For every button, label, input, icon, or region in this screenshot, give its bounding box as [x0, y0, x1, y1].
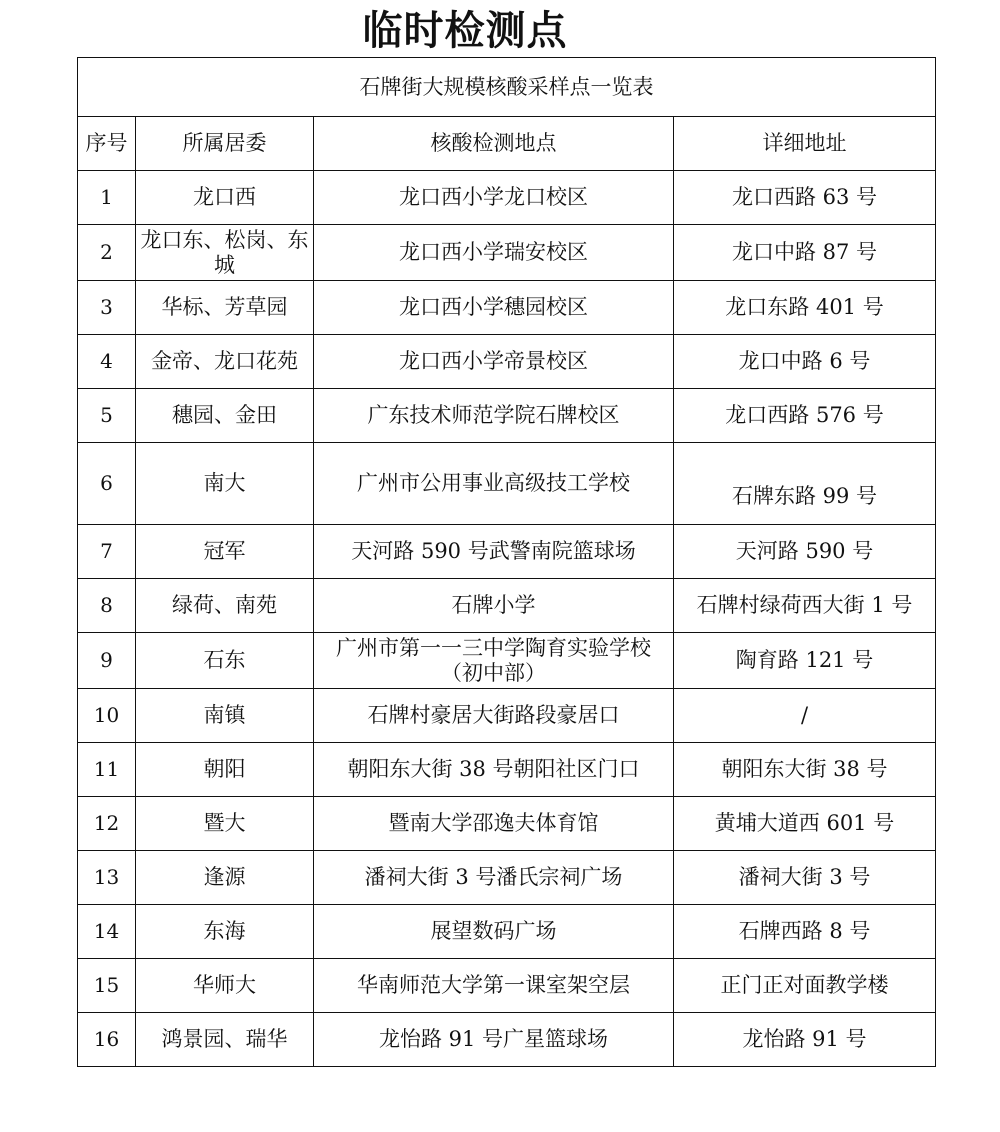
row-number: 9 — [78, 633, 136, 689]
page-title: 临时检测点 — [362, 8, 568, 54]
row-number: 16 — [78, 1013, 136, 1067]
row-site: 暨南大学邵逸夫体育馆 — [314, 797, 674, 851]
row-number: 6 — [78, 443, 136, 525]
row-number: 8 — [78, 579, 136, 633]
row-number: 5 — [78, 389, 136, 443]
row-address: 石牌村绿荷西大街 1 号 — [674, 579, 936, 633]
table-row — [78, 579, 936, 633]
row-site: 石牌小学 — [314, 579, 674, 633]
row-committee: 南镇 — [136, 689, 314, 743]
table-row — [78, 633, 936, 689]
row-site: 天河路 590 号武警南院篮球场 — [314, 525, 674, 579]
row-address: 天河路 590 号 — [674, 525, 936, 579]
table-row — [78, 1013, 936, 1067]
row-committee: 华师大 — [136, 959, 314, 1013]
table-row — [78, 335, 936, 389]
row-number: 1 — [78, 171, 136, 225]
row-address: 朝阳东大街 38 号 — [674, 743, 936, 797]
row-site: 朝阳东大街 38 号朝阳社区门口 — [314, 743, 674, 797]
row-committee: 南大 — [136, 443, 314, 525]
table-row — [78, 281, 936, 335]
row-address: 石牌东路 99 号 — [674, 443, 936, 525]
row-address: 潘祠大街 3 号 — [674, 851, 936, 905]
row-site: 龙怡路 91 号广星篮球场 — [314, 1013, 674, 1067]
row-site: 龙口西小学龙口校区 — [314, 171, 674, 225]
sampling-sites-table — [77, 57, 936, 1067]
row-address: 正门正对面教学楼 — [674, 959, 936, 1013]
row-committee: 金帝、龙口花苑 — [136, 335, 314, 389]
row-site: 龙口西小学瑞安校区 — [314, 225, 674, 281]
row-number: 13 — [78, 851, 136, 905]
row-number: 7 — [78, 525, 136, 579]
row-number: 11 — [78, 743, 136, 797]
row-number: 14 — [78, 905, 136, 959]
column-header-committee: 所属居委 — [136, 117, 314, 171]
row-committee: 鸿景园、瑞华 — [136, 1013, 314, 1067]
table-row — [78, 743, 936, 797]
row-committee: 绿荷、南苑 — [136, 579, 314, 633]
row-number: 4 — [78, 335, 136, 389]
row-address: 龙口中路 87 号 — [674, 225, 936, 281]
row-committee: 逢源 — [136, 851, 314, 905]
table-caption: 石牌街大规模核酸采样点一览表 — [78, 58, 936, 117]
row-committee: 东海 — [136, 905, 314, 959]
row-address: 陶育路 121 号 — [674, 633, 936, 689]
row-site: 龙口西小学穗园校区 — [314, 281, 674, 335]
row-committee: 华标、芳草园 — [136, 281, 314, 335]
table-row — [78, 689, 936, 743]
row-address: 龙口西路 63 号 — [674, 171, 936, 225]
row-address: 龙怡路 91 号 — [674, 1013, 936, 1067]
row-number: 3 — [78, 281, 136, 335]
row-site: 广东技术师范学院石牌校区 — [314, 389, 674, 443]
table-row — [78, 797, 936, 851]
table-row — [78, 443, 936, 525]
row-address: / — [674, 689, 936, 743]
table-row — [78, 905, 936, 959]
row-site: 展望数码广场 — [314, 905, 674, 959]
column-header-site: 核酸检测地点 — [314, 117, 674, 171]
row-number: 2 — [78, 225, 136, 281]
row-committee: 朝阳 — [136, 743, 314, 797]
table-row — [78, 959, 936, 1013]
row-address: 黄埔大道西 601 号 — [674, 797, 936, 851]
table-row — [78, 389, 936, 443]
row-number: 15 — [78, 959, 136, 1013]
row-address: 龙口东路 401 号 — [674, 281, 936, 335]
row-site: 石牌村豪居大街路段豪居口 — [314, 689, 674, 743]
row-committee: 龙口东、松岗、东城 — [136, 225, 314, 281]
row-site: 潘祠大街 3 号潘氏宗祠广场 — [314, 851, 674, 905]
row-site: 华南师范大学第一课室架空层 — [314, 959, 674, 1013]
row-address: 龙口西路 576 号 — [674, 389, 936, 443]
table-row — [78, 171, 936, 225]
table-caption-row — [78, 58, 936, 117]
row-site: 广州市公用事业高级技工学校 — [314, 443, 674, 525]
column-header-address: 详细地址 — [674, 117, 936, 171]
table-header-row — [78, 117, 936, 171]
row-committee: 冠军 — [136, 525, 314, 579]
table-row — [78, 225, 936, 281]
row-number: 10 — [78, 689, 136, 743]
row-address: 石牌西路 8 号 — [674, 905, 936, 959]
row-address: 龙口中路 6 号 — [674, 335, 936, 389]
row-site: 龙口西小学帝景校区 — [314, 335, 674, 389]
table-row — [78, 525, 936, 579]
row-committee: 暨大 — [136, 797, 314, 851]
row-committee: 穗园、金田 — [136, 389, 314, 443]
row-committee: 石东 — [136, 633, 314, 689]
row-committee: 龙口西 — [136, 171, 314, 225]
column-header-no: 序号 — [78, 117, 136, 171]
row-number: 12 — [78, 797, 136, 851]
row-site: 广州市第一一三中学陶育实验学校（初中部） — [314, 633, 674, 689]
table-row — [78, 851, 936, 905]
